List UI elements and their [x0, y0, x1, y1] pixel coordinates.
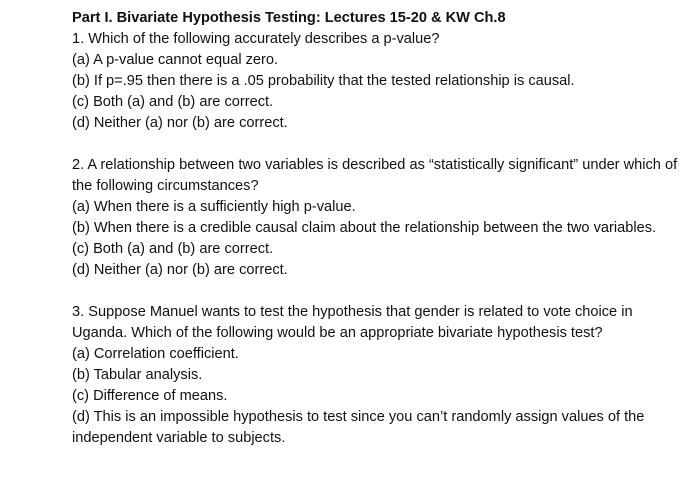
answer-option-d: (d) This is an impossible hypothesis to test since you can’t randomly assign values of the independent variable to subjects.: [72, 409, 645, 446]
answer-option-c: (c) Difference of means.: [72, 388, 228, 404]
answer-option-a: (a) Correlation coefficient.: [72, 346, 239, 362]
question-stem: 2. A relationship between two variables is described as “statistically significant” under which of the following circumstances?: [72, 157, 678, 194]
answer-option-a: (a) A p-value cannot equal zero.: [72, 52, 279, 68]
question-3: [72, 302, 688, 449]
answer-option-d: (d) Neither (a) nor (b) are correct.: [72, 115, 288, 131]
answer-option-b: (b) Tabular analysis.: [72, 367, 203, 383]
document: [72, 8, 688, 463]
answer-option-c: (c) Both (a) and (b) are correct.: [72, 241, 274, 257]
answer-option-c: (c) Both (a) and (b) are correct.: [72, 94, 274, 110]
answer-option-a: (a) When there is a sufficiently high p-value.: [72, 199, 356, 215]
answer-option-b: (b) When there is a credible causal claim about the relationship between the two variables.: [72, 220, 657, 236]
answer-option-d: (d) Neither (a) nor (b) are correct.: [72, 262, 288, 278]
question-stem: 3. Suppose Manuel wants to test the hypothesis that gender is related to vote choice in Uganda. Which of the following would be an appropriate bivariate hypothesis test?: [72, 304, 633, 341]
answer-option-b: (b) If p=.95 then there is a .05 probability that the tested relationship is causal.: [72, 73, 575, 89]
question-1: [72, 29, 688, 134]
question-stem: 1. Which of the following accurately describes a p-value?: [72, 31, 440, 47]
question-2: [72, 155, 688, 281]
section-heading: Part I. Bivariate Hypothesis Testing: Lectures 15-20 & KW Ch.8: [72, 10, 506, 26]
